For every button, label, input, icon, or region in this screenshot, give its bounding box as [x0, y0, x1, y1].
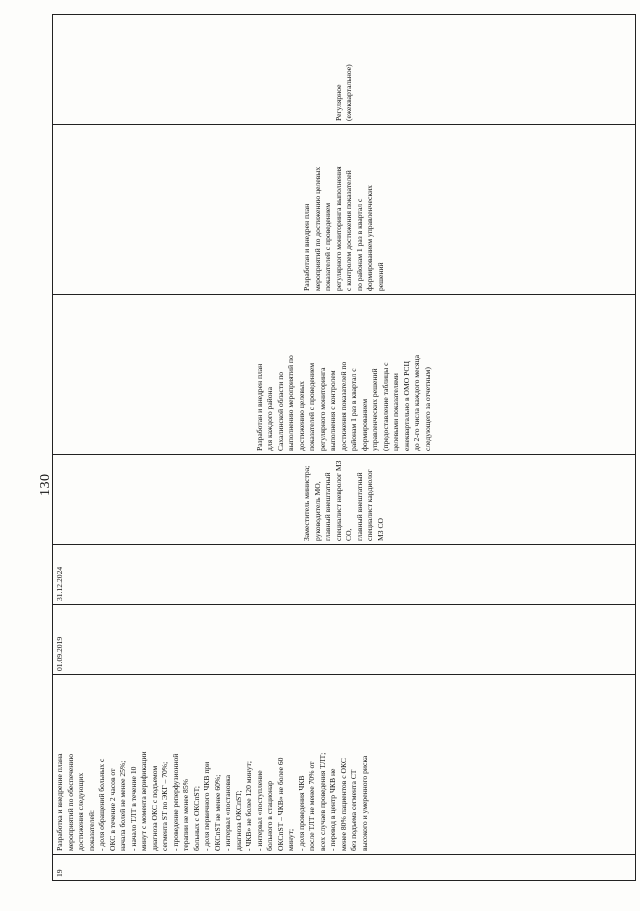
measure-line: ОКСпST не менее 60%; [212, 774, 222, 851]
measure-line: - доля первичного ЧКВ при [202, 761, 211, 851]
measure-line: - ЧКВ» не более 120 минут; [244, 761, 253, 851]
measure-line: терапии не менее 85% [181, 779, 190, 851]
indicator-cell [53, 125, 636, 295]
frequency-line: Регулярное [333, 84, 343, 121]
measure-line: - перевод в центр ЧКВ не [328, 768, 337, 851]
responsible-line: руководитель МО, [312, 481, 322, 541]
measure-line: высокого и умеренного риска [359, 755, 369, 851]
measure-line: мероприятий по обеспечению [65, 753, 75, 851]
result-line: выполнению мероприятий по [286, 355, 296, 451]
measure-line: больных с ОКСпST; [191, 786, 201, 851]
result-line: Сахалинской области по [275, 371, 285, 451]
result-line: до 2-го числа каждого месяца [412, 355, 422, 451]
responsible-line: главный внештатный [323, 472, 332, 541]
result-line: формированием [359, 398, 369, 451]
measure-line: диагноза ОКС с подъемом [149, 765, 159, 851]
responsible-line: Заместитель министра; [302, 465, 311, 541]
measure-line: достижения следующих [76, 772, 85, 851]
row-number: 19 [53, 855, 636, 881]
measure-line: начала болей не менее 25%; [118, 760, 127, 851]
measure-line: - доля обращений больных с [97, 758, 106, 851]
frequency-cell [53, 15, 636, 125]
responsible-line: МЗ СО [375, 517, 385, 541]
measure-line: минут; [286, 828, 295, 851]
result-line: выполнения с контролем [328, 370, 338, 451]
result-line: целевыми показателями [391, 373, 401, 451]
indicator-line: Разработан и внедрен план [302, 203, 311, 291]
indicator-line: формированием управленческих [365, 185, 374, 291]
result-cell [53, 295, 636, 455]
measure-line: - доля проведения ЧКВ [296, 775, 306, 851]
measure-line: - интервал «поступление [254, 770, 264, 851]
responsible-line: специалист кардиолог [365, 469, 374, 541]
measure-line: больного в стационар [265, 780, 274, 851]
indicator-line: мероприятий по достижению целевых [312, 166, 322, 291]
start-date: 01.09.2019 [53, 605, 636, 675]
result-line: (предоставление таблицы с [380, 362, 390, 451]
measure-line: минут с момента верификации [139, 751, 148, 851]
result-line: достижения показателей по [338, 361, 348, 451]
measure-line: менее 80% пациентов с ОКС [338, 758, 348, 851]
measure-line: ОКСпST – ЧКВ» не более 60 [275, 757, 285, 851]
end-date: 31.12.2024 [53, 545, 636, 605]
measure-line: диагноза ОКСпST; [233, 790, 243, 851]
page-number: 130 [38, 473, 53, 496]
table-row [53, 15, 636, 881]
measure-line: без подъема сегмента СТ [349, 769, 358, 851]
measure-line: сегмента ST по ЭКГ – 70%; [160, 761, 169, 851]
frequency-line: (ежеквартальное) [344, 64, 353, 121]
measure-line: после ТЛТ не менее 70% от [307, 761, 316, 851]
measure-line: - начало ТЛТ в течение 10 [128, 766, 138, 851]
measure-line: - интервал «постановка [223, 774, 232, 851]
result-line: достижению целевых [296, 381, 306, 451]
indicator-line: показателей с проведением [323, 202, 332, 291]
result-line: районам 1 раз в квартал с [349, 368, 359, 451]
plan-table [52, 14, 636, 881]
indicator-line: с контролем достижения показателей [344, 170, 353, 291]
measure-line: Разработка и внедрение плана [55, 753, 64, 851]
indicator-line: по районам 1 раз в квартал с [354, 198, 364, 291]
result-line: показателей с проведением [307, 362, 317, 451]
result-line: для каждого района [265, 387, 275, 451]
indicator-line: регулярного мониторинга выполнения [333, 166, 343, 291]
responsible-line: главный внештатный [354, 472, 364, 541]
result-line: ежеквартально в ОМО РСЦ [401, 361, 411, 451]
measure-line: ОКС в течение 2 часов от [107, 768, 117, 851]
responsible-cell [53, 455, 636, 545]
responsible-line: СО, [344, 528, 353, 541]
measure-line: - проведение реперфузионной [170, 753, 180, 851]
measure-cell [53, 675, 636, 855]
result-line: следующего за отчетным) [422, 367, 432, 451]
result-line: Разработан и внедрен план [254, 363, 264, 451]
result-line: регулярного мониторинга [317, 367, 327, 451]
measure-line: показателей: [86, 809, 96, 851]
measure-line: всех случаев проведения ТЛТ; [317, 752, 327, 851]
indicator-line: решений [375, 262, 385, 291]
responsible-line: специалист невролог МЗ [333, 460, 343, 541]
result-line: управленческих решений [370, 368, 380, 451]
